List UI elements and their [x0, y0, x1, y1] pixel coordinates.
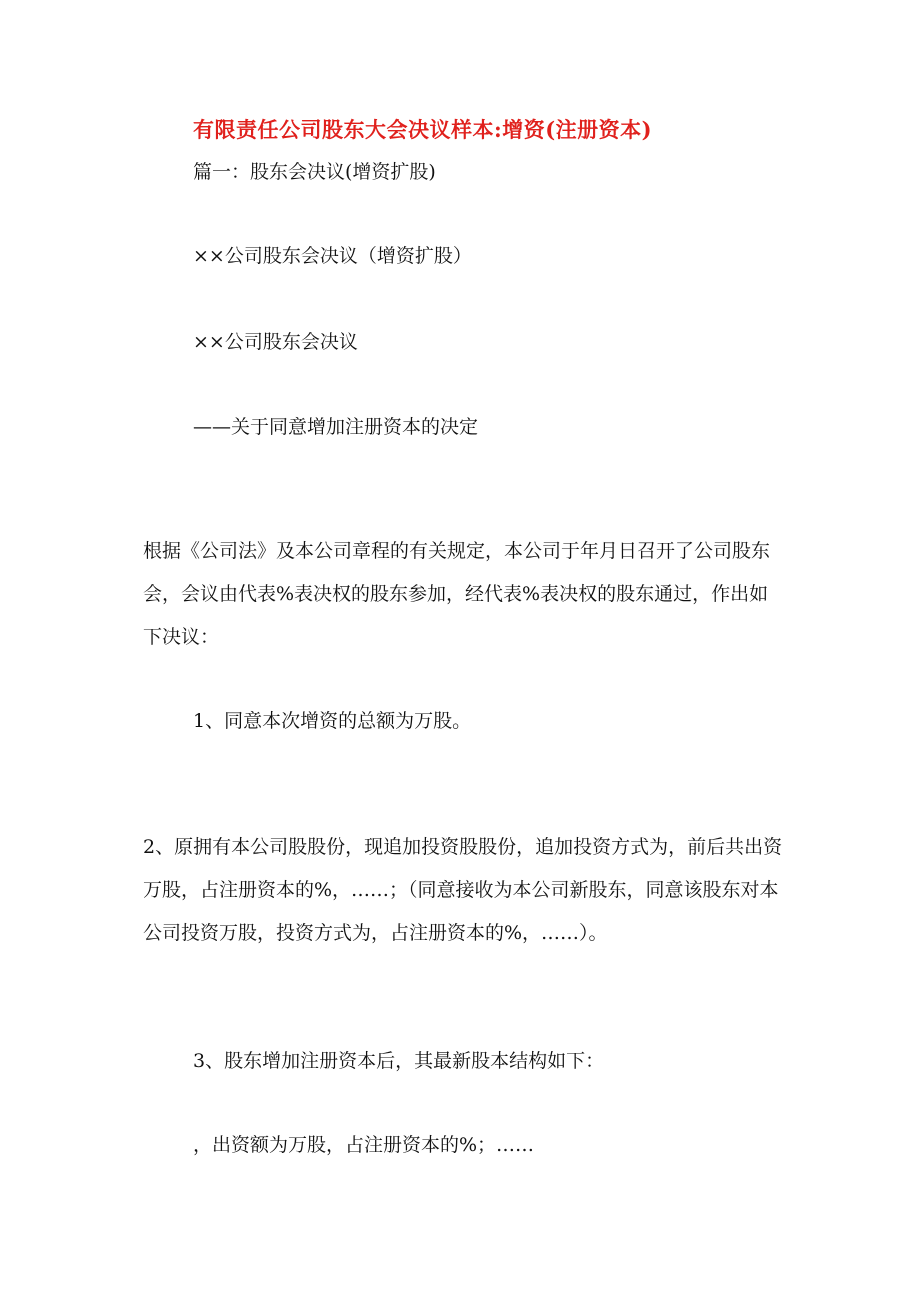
resolution-item-2: 2、原拥有本公司股股份，现追加投资股股份，追加投资方式为，前后共出资万股，占注册资本的%，……；（同意接收为本公司新股东，同意该股东对本公司投资万股，投资方式为，占注册资本的%，……）。 [143, 836, 783, 944]
resolution-item-3-detail: ，出资额为万股，占注册资本的%；…… [193, 1134, 535, 1156]
chapter-heading: 篇一：股东会决议(增资扩股) [193, 161, 436, 183]
resolution-item-3: 3、股东增加注册资本后，其最新股本结构如下： [193, 1050, 605, 1072]
intro-paragraph: 根据《公司法》及本公司章程的有关规定，本公司于年月日召开了公司股东会，会议由代表%表决权的股东参加，经代表%表决权的股东通过，作出如下决议： [143, 540, 771, 648]
resolution-subheading: ——关于同意增加注册资本的决定 [193, 416, 479, 438]
resolution-heading: ××公司股东会决议 [193, 331, 358, 353]
resolution-item-1: 1、同意本次增资的总额为万股。 [193, 710, 472, 732]
resolution-heading-full: ××公司股东会决议（增资扩股） [193, 245, 472, 267]
document-title: 有限责任公司股东大会决议样本:增资(注册资本) [193, 117, 653, 142]
